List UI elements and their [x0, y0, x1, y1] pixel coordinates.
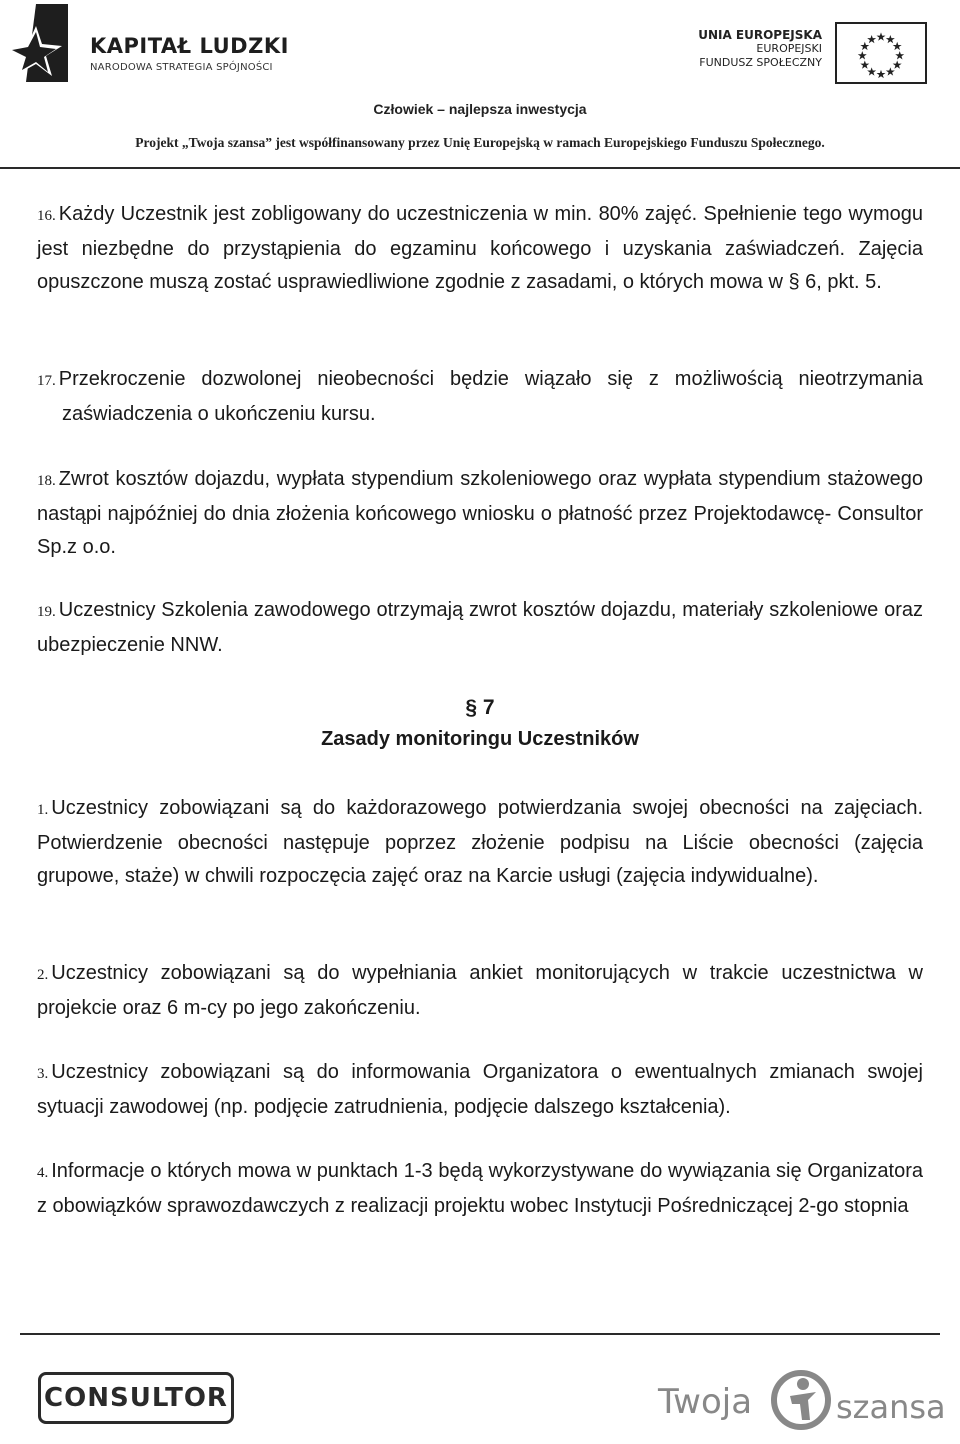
consultor-logo: CONSULTOR — [38, 1372, 234, 1424]
item-number: 19. — [37, 604, 56, 620]
list-item — [37, 957, 923, 1025]
kapital-ludzki-logo — [6, 4, 306, 84]
section-number: § 7 — [465, 696, 495, 719]
item-text: Uczestnicy zobowiązani są do informowania Organizatora o ewentualnych zmianach swojej sytuacji zawodowej (np. podjęcie zatrudnienia, podjęcie dalszego kształcenia). — [37, 1061, 923, 1118]
footer-divider — [20, 1333, 940, 1335]
list-item — [37, 198, 923, 299]
list-item — [37, 594, 923, 662]
item-number: 17. — [37, 373, 56, 389]
eu-flag-icon — [835, 22, 927, 84]
eu-logo-text — [698, 28, 822, 70]
item-number: 1. — [37, 802, 49, 818]
item-number: 4. — [37, 1165, 49, 1181]
item-number: 2. — [37, 967, 49, 983]
eu-line-1: UNIA EUROPEJSKA — [698, 28, 822, 42]
list-item — [37, 1155, 923, 1223]
page-header — [0, 0, 960, 170]
list-item — [37, 1056, 923, 1124]
item-number: 3. — [37, 1066, 49, 1082]
item-text: Uczestnicy zobowiązani są do wypełniania ankiet monitorujących w trakcie uczestnictwa w projekcie oraz 6 m-cy po jego zakończeniu. — [37, 962, 923, 1019]
kl-subtitle: NARODOWA STRATEGIA SPÓJNOŚCI — [90, 62, 273, 73]
twoja-szansa-logo — [658, 1370, 958, 1430]
item-text: Zwrot kosztów dojazdu, wypłata stypendium szkoleniowego oraz wypłata stypendium stażowego nastąpi najpóźniej do dnia złożenia końcowego wniosku o płatność przez Projektodawcę- Consultor Sp.z o.o. — [37, 468, 923, 558]
twoja-word: Twoja — [658, 1382, 753, 1422]
item-text: Każdy Uczestnik jest zobligowany do uczestniczenia w min. 80% zajęć. Spełnienie tego wymogu jest niezbędne do przystąpienia do egzaminu końcowego i uzyskania zaświadczeń. Zajęcia opuszczone muszą zostać usprawiedliwione zgodnie z zasadami, o których mowa w § 6, pkt. 5. — [37, 203, 923, 293]
item-text: Uczestnicy zobowiązani są do każdorazowego potwierdzania swojej obecności na zajęciach. Potwierdzenie obecności następuje poprzez złożenie podpisu na Liście obecności (zajęcia grupowe, staże) w chwili rozpoczęcia zajęć oraz na Karcie usługi (zajęcia indywidualne). — [37, 797, 923, 887]
twoja-szansa-figure-icon — [766, 1370, 836, 1430]
list-item — [37, 463, 923, 564]
item-text: Uczestnicy Szkolenia zawodowego otrzymają zwrot kosztów dojazdu, materiały szkoleniowe oraz ubezpieczenie NNW. — [37, 599, 923, 656]
item-text: Przekroczenie dozwolonej nieobecności będzie wiązało się z możliwością nieotrzymania zaświadczenia o ukończeniu kursu. — [58, 368, 923, 425]
item-number: 16. — [37, 208, 56, 224]
list-item — [37, 363, 923, 431]
szansa-word: szansa — [836, 1388, 946, 1426]
item-text: Informacje o których mowa w punktach 1-3 będą wykorzystywane do wywiązania się Organizatora z obowiązków sprawozdawczych z realizacji projektu wobec Instytucji Pośredniczącej 2-go stopnia — [37, 1160, 923, 1217]
header-divider — [0, 167, 960, 169]
motto: Człowiek – najlepsza inwestycja — [373, 101, 587, 117]
eu-logo — [690, 22, 940, 92]
list-item — [37, 792, 923, 893]
eu-line-3: FUNDUSZ SPOŁECZNY — [699, 56, 822, 69]
kl-title: KAPITAŁ LUDZKI — [90, 34, 289, 58]
section-title: Zasady monitoringu Uczestników — [321, 728, 639, 750]
kapital-ludzki-mark-icon — [6, 4, 70, 84]
project-line: Projekt „Twoja szansa” jest współfinansowany przez Unię Europejską w ramach Europejskiego Funduszu Społecznego. — [135, 135, 825, 150]
item-number: 18. — [37, 473, 56, 489]
eu-line-2: EUROPEJSKI — [756, 42, 822, 55]
